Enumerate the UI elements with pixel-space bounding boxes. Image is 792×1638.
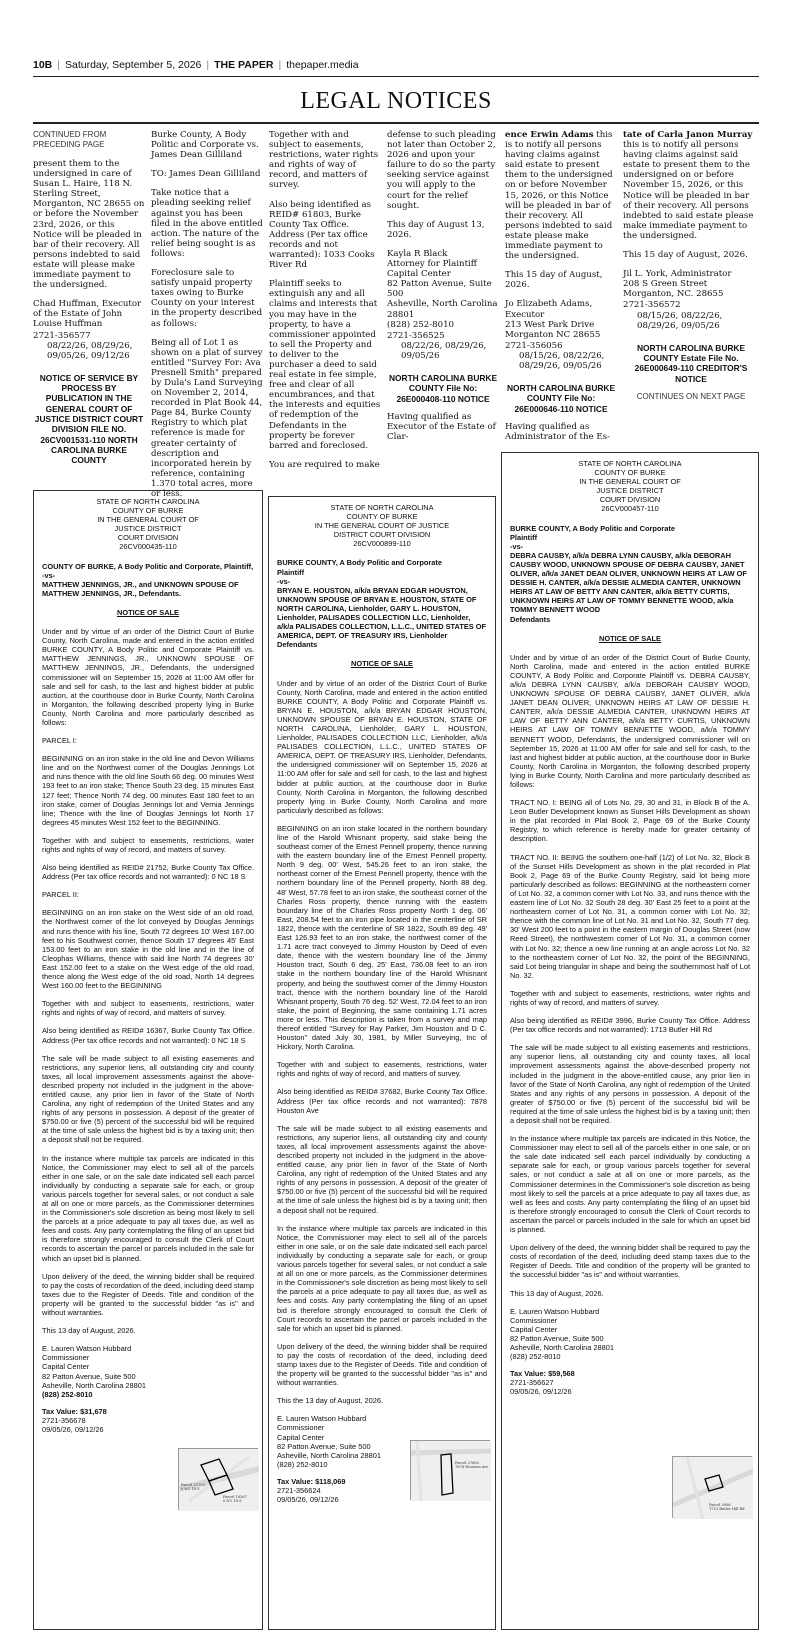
sale-terms: The sale will be made subject to all existing easements and restrictions, any superior liens, all outstanding city and county taxes, all local improvement assessments against the above-described property not included in the judgment in the above-entitled cause, any prior lien in favor of the State of North Carolina, any right of redemption of the United States and any rights of any persons in possession. A deposit of the greater of $750.00 or five (5) percent of the successful bid will be required at the time of sale unless the highest bid is by a taxing unit; then a deposit shall not be required.: [277, 1123, 487, 1215]
court-header: STATE OF NORTH CAROLINA COUNTY OF BURKE IN THE GENERAL COURT OF JUSTICE DISTRICT COURT DIVISION 26CV000435-110: [96, 497, 200, 552]
easements-text: Together with and subject to easements, restrictions, water rights and rights of way of record, and matters of survey.: [42, 999, 254, 1018]
notice-body: Take notice that a pleading seeking relief against you has been filed in the above entitled action. The nature of the relief being sought is as follows:: [151, 188, 263, 259]
column-1: [33, 130, 145, 473]
multiple-parcels-text: In the instance where multiple tax parcels are indicated in this Notice, the Commissioner may elect to sell all of the parcels either in one sale, or on the sale date indicated sell each parcel individually by conducting a separate sale for each, or group various parcels together for several sales, or not conduct a sale at all on one or more parcels, as the Commissioner determines in the Commissioner's sole discretion as being most likely to sell the parcels at a price adequate to pay all taxes due, as well as fees and costs. Any party contemplating the filing of an upset bid is therefore strongly encouraged to consult the Clerk of Court records to ascertain the parcel or parcels included in the sale for which an upset bid is planned.: [277, 1223, 487, 1333]
signature: Jil L. York, Administrator 208 S Green Street Morganton, NC. 28655: [623, 269, 732, 300]
easements-text: Together with and subject to easements, restrictions, water rights and rights of way of record, and matters of survey.: [277, 1060, 487, 1079]
notice-title: NOTICE OF SALE: [350, 659, 413, 669]
column-2: [151, 130, 263, 508]
sale-order: Under and by virtue of an order of the District Court of Burke County, North Carolina, made and entered in the action entitled BURKE COUNTY, A Body Politic and Corporate Plaintiff vs. BRYAN E. HOUSTON, a/k/a BRYAN EDGAR HOUSTON, UNKNOWN SPOUSE OF BRYAN E. HOUSTON, STATE OF NORTH CAROLINA, Lienholder, GARY L. HOUSTON, Lienholder, PALISADES COLLECTION LLC, Lienholder, a/k/a PALISADES COLLECTION, L.L.C., UNITED STATES OF AMERICA, DEPT. OF TREASURY IRS, Lienholder, Defendants, the undersigned commissioner will on September 15, 2026 at 11:00 AM offer for sale and sell for cash, to the last and highest bidder at public auction, at the courthouse door in Burke County, North Carolina in Morganton, the following described property lying in Burke County, North Carolina and more particularly described as follows:: [277, 678, 487, 815]
paper-name: THE PAPER: [214, 59, 274, 71]
notice-body: ence Erwin Adams this is to notify all persons having claims against said estate to present them to the undersigned on or before November 15, 2026, or this Notice will be pleaded in bar of their recovery. All persons indebted to said estate please make immediate payment to the undersigned.: [505, 130, 613, 262]
tract-description: TRACT NO. II: BEING the southern one-half (1/2) of Lot No. 32, Block B of the Sunset Hills Development as shown in the plat recorded in Plat Book 2, Page 69 of the Burke County Registry, said lot being more particularly described as follows: BEGINNING at the northeastern corner of Lot No. 32, a common corner with Lot No. 33, and runs thence with the eastern line of Lot No. 32 South 28 deg. 30' East 25 feet to a point at the northeastern corner of Lot No. 31, a common corner with Lot No. 32; thence with the common line of Lot No. 31 and Lot No. 32, South 77 deg. 30' West 200 feet to a point in the eastern margin of Douglas Street (now Reed Street), the northwestern corner of Lot No. 31, a common corner with Lot No. 32; thence a new line running at an angle across Lot No. 32 to the northeastern corner of Lot No. 32, the point of the BEGINNING, said Lot being triangular in shape and being the southernmost half of Lot No. 32.: [510, 852, 750, 980]
signature: Chad Huffman, Executor of the Estate of John Louise Huffman: [33, 299, 142, 330]
reid-info: Also being identified as REID# 37682, Burke County Tax Office. Address (Per tax office records and not warranted): 7878 Houston Ave: [277, 1087, 487, 1115]
case-caption: BURKE COUNTY, A Body Politic and Corporate Plaintiff -vs- DEBRA CAUSBY, a/k/a DEBRA LYNN CAUSBY, a/k/a DEBORAH CAUSBY WOOD, UNKNOWN SPOUSE OF DEBRA CAUSBY, JANET OLIVER, a/k/a JANET DEAN OLIVER, UNKNOWN HEIRS AT LAW OF DESSIE H. CANTER, a/k/a DESSIE ALMEDIA CANTER, UNKNOWN HEIRS AT LAW OF BETTY ANN CANTER, a/k/a BETTY CURTIS, UNKNOWN HEIRS AT LAW OF TOMMY BENNETTE WOOD, a/k/a TOMMY BENNETT WOOD Defendants: [510, 523, 747, 624]
column-6: [623, 130, 759, 402]
title-rule: [33, 122, 759, 124]
deed-delivery-text: Upon delivery of the deed, the winning bidder shall be required to pay the costs of recordation of the deed, including deed stamp taxes due to the Register of Deeds. Title and condition of the property will be granted to the successful bidder "as is" and without warranties.: [42, 1271, 255, 1318]
notice-body: Having qualified as Executor of the Estate of Clar-: [387, 411, 496, 443]
masthead-rule: [33, 76, 759, 77]
continues-label: CONTINUES ON NEXT PAGE: [636, 391, 746, 401]
notice-date: This the 13 day of August, 2026.: [277, 1396, 384, 1406]
sale-terms: The sale will be made subject to all existing easements and restrictions, any superior liens, all outstanding city and county taxes, all local improvement assessments against the above-described property not included in the judgment in the above-entitled cause, any prior lien in favor of the State of North Carolina, any right of redemption of the United States and any rights of any persons in possession. A deposit of the greater of $750.00 or five (5) percent of the successful bid will be required at the time of sale unless the highest bid is by a taxing unit; then a deposit shall not be required.: [510, 1043, 750, 1125]
parcel-heading: PARCEL II:: [42, 890, 79, 900]
tax-value: Tax Value: $31,678: [42, 1406, 107, 1416]
run-dates: 08/15/26, 08/22/26, 08/29/26, 09/05/26: [519, 350, 605, 371]
notice-title: NOTICE OF SALE: [116, 607, 179, 617]
run-dates: 08/15/26, 08/22/26, 08/29/26, 09/05/26: [637, 310, 723, 331]
multiple-parcels-text: In the instance where multiple tax parcels are indicated in this Notice, the Commissioner may elect to sell all of the parcels either in one sale, or on the sale date indicated sell each parcel individually by conducting a separate sale for each, or group various parcels together for several sales, or not conduct a sale at all on one or more parcels, as the Commissioner determines in the Commissioner's sole discretion as being most likely to sell the parcels at a price adequate to pay all taxes due, as well as fees and costs. Any party contemplating the filing of an upset bid is therefore strongly encouraged to consult the Clerk of Court records to ascertain the parcel or parcels included in the sale for which an upset bid is planned.: [510, 1134, 750, 1235]
masthead: 10B | Saturday, September 5, 2026 | THE PAPER | thepaper.media: [33, 59, 359, 71]
page-number: 10B: [33, 59, 53, 71]
estate-name: ence Erwin Adams: [505, 130, 594, 140]
parcel-map-2: [410, 1440, 490, 1500]
notice-date: This 15 day of August, 2026.: [623, 250, 748, 261]
multiple-parcels-text: In the instance where multiple tax parcels are indicated in this Notice, the Commissioner may elect to sell all of the parcels either in one sale, or on the sale date indicated sell each parcel individually by conducting a separate sale for each, or group various parcels together for several sales, or not conduct a sale at all on one or more parcels, as the Commissioner determines in the Commissioner's sole discretion as being most likely to sell the parcels at a price adequate to pay all taxes due, as well as fees and costs. Any party contemplating the filing of an upset bid is therefore strongly encouraged to consult the Clerk of Court records to ascertain the parcel or parcels included in the sale for which an upset bid is planned.: [42, 1153, 254, 1263]
paper-site[interactable]: thepaper.media: [286, 59, 359, 71]
map-label: Parcel 3996 1713 Butler Hill Rd: [709, 1503, 745, 1512]
commissioner-signature: E. Lauren Watson Hubbard Commissioner Capital Center 82 Patton Avenue, Suite 500 Asheville, North Carolina 28801 (828) 252-8010: [510, 1306, 614, 1362]
reid-info: Also being identified as REID# 21752, Burke County Tax Office. Address (Per tax office records and not warranted): 0 NC 18 S: [42, 863, 254, 882]
commissioner-phone: (828) 252-8010: [42, 1389, 93, 1399]
notice-heading: NORTH CAROLINA BURKE COUNTY File No: 26E000408-110 NOTICE: [388, 372, 498, 404]
signature: Jo Elizabeth Adams, Executor 213 West Park Drive Morganton NC 28655: [505, 299, 601, 340]
easements-text: Together with and subject to easements, restrictions, water rights and rights of way of record, and matters of survey.: [510, 988, 750, 1007]
parcel-map-1: [178, 1448, 258, 1510]
parcel-description: BEGINNING on an iron stake located in the northern boundary line of the Harold Whisnant property, said stake being the southeast corner of the Ernest Pennell property, thence running with the eastern boundary line of the Ernest Pennell property, North 9 deg. 00' West, 545.26 feet to an iron stake, the northeast corner of the Ernest Pennell property, thence with the northern boundary line of the Pennell property, North 88 deg. 48' West, 57.78 feet to an iron stake, the southeast corner of the Charles Ross property, thence running with the eastern boundary line of the Charles Ross property North 1 deg. 06' East, 208.54 feet to an iron pipe located in the centerline of SR 1822, thence with the centerline of SR 1822, South 89 deg. 49' East 126.93 feet to an iron stake, the northwest corner of the 1.71 acre tract conveyed to Jimmy Houston by Deed of even date, thence with the western boundary line of the Jimmy Houston tract, South 6 deg. 25' East, 736.08 feet to an iron stake in the northern boundary line of the Harold Whisnant property, and being the southwest corner of the Jimmy Houston tract, thence with the northern boundary line of the Harold Whisnant property, South 76 deg. 52' West, 72.04 feet to an iron stake, the point of Beginning, the same containing 1.71 acres more or less. This description is taken from a survey and map thereof entitled "Survey for Ray Parker, Jim Houston and D C. Houston" dated July 30, 1981, by Miller Surveying, Inc of Hickory, North Carolina.: [277, 823, 487, 1052]
run-dates: 08/22/26, 08/29/26, 09/05/26, 09/12/26: [47, 340, 133, 361]
issue-date: Saturday, September 5, 2026: [65, 59, 202, 71]
notice-ref: 2721-356525: [387, 330, 445, 341]
notice-of-sale-box-3: [501, 452, 759, 1630]
reid-info: Also being identified as REID# 3996, Burke County Tax Office. Address (Per tax office records and not warranted): 1713 Butler Hill Rd: [510, 1016, 750, 1035]
run-dates: 09/05/26, 09/12/26: [510, 1387, 572, 1397]
reid-info: Also being identified as REID# 16367, Burke County Tax Office. Address (Per tax office records and not warranted): 0 NC 18 S: [42, 1026, 254, 1045]
property-description: Being all of Lot 1 as shown on a plat of survey entitled "Survey For: Ava Presnell Smith" prepared by Dula's Land Surveying on November 2, 2014, recorded in Plat Book 44, Page 84, Burke County Registry to which plat reference is made for greater certainty of description and incorporated herein by reference, containing 1.370 total acres, more or less.: [151, 337, 263, 499]
column-3: [269, 130, 381, 479]
sale-order: Under and by virtue of an order of the District Court of Burke County, North Carolina, made and entered in the action entitled BURKE COUNTY, A Body Politic and Corporate Plaintiff vs. MATTHEW JENNINGS, JR., UNKNOWN SPOUSE OF MATTHEW JENNINGS, JR., Defendants, the undersigned commissioner will on September 15, 2026 at 11:00 AM offer for sale and sell for cash, to the last and highest bidder at public auction, at the courthouse door in Burke County, North Carolina in Morganton, the following described property lying in Burke County, North Carolina and more particularly described as follows:: [42, 627, 254, 727]
court-header: STATE OF NORTH CAROLINA COUNTY OF BURKE IN THE GENERAL COURT OF JUSTICE DISTRICT COURT DIVISION 26CV000457-110: [578, 459, 682, 514]
notice-heading: NORTH CAROLINA BURKE COUNTY File No: 26E000646-110 NOTICE: [506, 383, 616, 414]
tax-value: Tax Value: $59,568: [510, 1369, 575, 1379]
notice-ref: 2721-356627: [510, 1378, 554, 1388]
notice-body: tate of Carla Janon Murray this is to notify all persons having claims against said estate to present them to the undersigned on or before November 15, 2026, or this Notice will be pleaded in bar of their recovery. All persons indebted to said estate please make immediate payment to the undersigned.: [623, 130, 754, 241]
parcel-map-graphic: [179, 1449, 259, 1511]
notice-date: This 13 day of August, 2026.: [510, 1288, 604, 1298]
notice-body: You are required to make: [269, 459, 380, 470]
map-label: Parcel 21752 0 NC 18 S: [181, 1483, 205, 1492]
notice-heading: NOTICE OF SERVICE BY PROCESS BY PUBLICATION IN THE GENERAL COURT OF JUSTICE DISTRICT COURT DIVISION FILE NO. 26CV001531-110 NORTH CAROLINA BURKE COUNTY: [34, 372, 144, 466]
sale-terms: The sale will be made subject to all existing easements and restrictions, any superior liens, all outstanding city and county taxes, all local improvement assessments against the above-described property not included in the judgment in the above-entitled cause, any prior lien in favor of the State of North Carolina, any right of redemption of the United States and any rights of any persons in possession. A deposit of the greater of $750.00 or five (5) percent of the successful bid will be required at the time of sale unless the highest bid is by a taxing unit; then a deposit shall not be required.: [42, 1053, 254, 1145]
case-caption: COUNTY OF BURKE, A Body Politic and Corporate, Plaintiff, -vs- MATTHEW JENNINGS, JR., and UNKNOWN SPOUSE OF MATTHEW JENNINGS, JR., Defendants.: [42, 561, 254, 598]
court-header: STATE OF NORTH CAROLINA COUNTY OF BURKE IN THE GENERAL COURT OF JUSTICE DISTRICT COURT DIVISION 26CV000899-110: [314, 503, 450, 549]
commissioner-signature: E. Lauren Watson Hubbard Commissioner Capital Center 82 Patton Avenue, Suite 500 Asheville, North Carolina 28801 (828) 252-8010: [277, 1414, 381, 1469]
sale-order: Under and by virtue of an order of the District Court of Burke County, North Carolina, made and entered in the action entitled BURKE COUNTY, A Body Politic and Corporate Plaintiff vs. DEBRA CAUSBY, a/k/a DEBRA LYNN CAUSBY, a/k/a DEBORAH CAUSBY WOOD, UNKNOWN SPOUSE OF DEBRA CAUSBY, JANET OLIVER, a/k/a JANET DEAN OLIVER, UNKNOWN HEIRS AT LAW OF DESSIE H. CANTER, a/k/a DESSIE ALMEDIA CANTER, UNKNOWN HEIRS AT LAW OF BETTY ANN CANTER, a/k/a BETTY CURTIS, UNKNOWN HEIRS AT LAW OF TOMMY BENNETTE WOOD, a/k/a TOMMY BENNETT WOOD, Defendants, the undersigned commissioner will on September 15, 2026 at 11:00 AM offer for sale and sell for cash, to the last and highest bidder at public auction, at the courthouse door in Burke County, North Carolina in Morganton, the following described property lying in Burke County, North Carolina and more particularly described as follows:: [510, 652, 750, 789]
map-label: Parcel 16367 0 NC 18 S: [223, 1495, 247, 1504]
notice-heading: NORTH CAROLINA BURKE COUNTY Estate File No. 26E000649-110 CREDITOR'S NOTICE: [634, 342, 748, 384]
parcel-description: BEGINNING on an iron stake in the old line and Devon Williams line and on the Northwest corner of the Douglas Jennings Lot and runs thence with the old line South 66 deg. 00 minutes West 193 feet to an iron stake; Thence South 23 deg. 15 minutes East 127 feet; Thence North 74 deg. 00 minutes East 180 feet to an iron stake, corner of Douglas Jennings lot and Vernia Jennings line; Thence with the line of Douglas Jennings lot North 17 degrees 45 minutes West 152 feet to the BEGINNING.: [42, 754, 254, 827]
notice-body: Together with and subject to easements, restrictions, water rights and rights of way of record, and matters of survey.: [269, 130, 379, 191]
deed-delivery-text: Upon delivery of the deed, the winning bidder shall be required to pay the costs of recordation of the deed, including deed stamp taxes due to the Register of Deeds. Title and condition of the property will be granted to the successful bidder "as is" and without warranties.: [510, 1243, 750, 1280]
notice-ref: 2721-356572: [623, 300, 681, 311]
notice-body: defense to such pleading not later than October 2, 2026 and upon your failure to do so the party seeking service against you will apply to the court for the relief sought.: [387, 130, 496, 211]
run-dates: 09/05/26, 09/12/26: [42, 1424, 104, 1434]
notice-date: This day of August 13, 2026.: [387, 219, 485, 240]
continued-label: CONTINUED FROM PRECEDING PAGE: [33, 130, 107, 149]
notice-body: Having qualified as Administrator of the Es-: [505, 421, 610, 443]
parcel-heading: PARCEL I:: [42, 736, 77, 746]
column-4: [387, 130, 499, 451]
reid-info: Also being identified as REID# 61803, Burke County Tax Office. Address (Per tax office records and not warranted): 1033 Cooks River Rd: [269, 199, 375, 271]
run-dates: 09/05/26, 09/12/26: [277, 1495, 339, 1505]
notice-date: This 15 day of August, 2026.: [505, 270, 603, 291]
notice-ref: 2721-356577: [33, 330, 91, 341]
parcel-description: BEGINNING on an iron stake on the West side of an old road, the Northwest corner of the lot conveyed by Douglas Jennings and runs thence with his line, South 72 degrees 10' West 167.00 feet to his Southwest corner, thence South 17 degrees 45' East 153.00 feet to an iron stake in the old line and in the line of Cleophas Williams, thence with said line North 74 degrees 30' East 152.00 feet to a stake on the West edge of the old road, thence along the West edge of the old road, North 14 degrees West 160.00 feet to the BEGINNING: [42, 908, 254, 991]
tax-value: Tax Value: $118,069: [277, 1476, 346, 1486]
column-5: [505, 130, 617, 451]
case-caption: BURKE COUNTY, A Body Politic and Corporate Plaintiff -vs- BRYAN E. HOUSTON, a/k/a BRYAN EDGAR HOUSTON, UNKNOWN SPOUSE OF BRYAN E. HOUSTON, STATE OF NORTH CAROLINA, Lienholder, GARY L. HOUSTON, Lienholder, PALISADES COLLECTION LLC, Lienholder, a/k/a PALISADES COLLECTION, L.L.C., UNITED STATES OF AMERICA, DEPT. OF TREASURY IRS, Lienholder Defendants: [277, 558, 487, 650]
run-dates: 08/22/26, 08/29/26, 09/05/26: [401, 340, 487, 361]
notice-ref: 2721-356678: [42, 1415, 86, 1425]
parcel-map-3: [672, 1456, 752, 1518]
notice-body: present them to the undersigned in care of Susan L. Haire, 118 N. Sterling Street, Morganton, NC 28655 on or before the November 23rd, 2026, or this Notice will be pleaded in bar of their recovery. All persons indebted to said estate will please make immediate payment to the undersigned.: [33, 159, 145, 291]
notice-ref: 2721-356624: [277, 1486, 321, 1495]
notice-date: This 13 day of August, 2026.: [42, 1326, 136, 1336]
notice-ref: 2721-356056: [505, 340, 563, 351]
tract-description: TRACT NO. I: BEING all of Lots No. 29, 30 and 31, in Block B of the A. Leon Butler Development known as Sunset Hills Development as shown in the plat recorded in Plat Book 2, Page 69 of the Burke County Registry, to which reference is hereby made for greater certainty of description.: [510, 798, 750, 844]
notice-body: Plaintiff seeks to extinguish any and all claims and interests that you may have in the property, to have a commissioner appointed to sell the Property and to deliver to the purchaser a deed to said real estate in fee simple, free and clear of all encumbrances, and that the interests and equities of redemption of the Defendants in the property be forever barred and foreclosed.: [269, 279, 381, 451]
deed-delivery-text: Upon delivery of the deed, the winning bidder shall be required to pay the costs of recordation of the deed, including deed stamp taxes due to the Register of Deeds. Title and condition of the property will be granted to the successful bidder "as is" and without warranties.: [277, 1341, 487, 1388]
parcel-map-graphic: [411, 1441, 491, 1501]
addressee: TO: James Dean Gilliland: [151, 169, 261, 180]
notice-title: NOTICE OF SALE: [598, 633, 661, 643]
notice-body: Foreclosure sale to satisfy unpaid property taxes owing to Burke County on your interest in the property described as follows:: [151, 268, 263, 329]
page-title: LEGAL NOTICES: [300, 88, 492, 114]
map-label: Parcel 37682 7878 Houston Ave: [455, 1461, 489, 1470]
easements-text: Together with and subject to easements, restrictions, water rights and rights of way of record, and matters of survey.: [42, 835, 254, 854]
signature: Kayla R Black Attorney for Plaintiff Capital Center 82 Patton Avenue, Suite 500 Asheville, North Carolina 28801 (828) 252-8010: [387, 248, 498, 330]
case-caption: Burke County, A Body Politic and Corporate vs. James Dean Gilliland: [151, 130, 259, 161]
estate-name: tate of Carla Janon Murray: [623, 130, 753, 140]
commissioner-signature: E. Lauren Watson Hubbard Commissioner Capital Center 82 Patton Avenue, Suite 500 Asheville, North Carolina 28801: [42, 1344, 146, 1390]
